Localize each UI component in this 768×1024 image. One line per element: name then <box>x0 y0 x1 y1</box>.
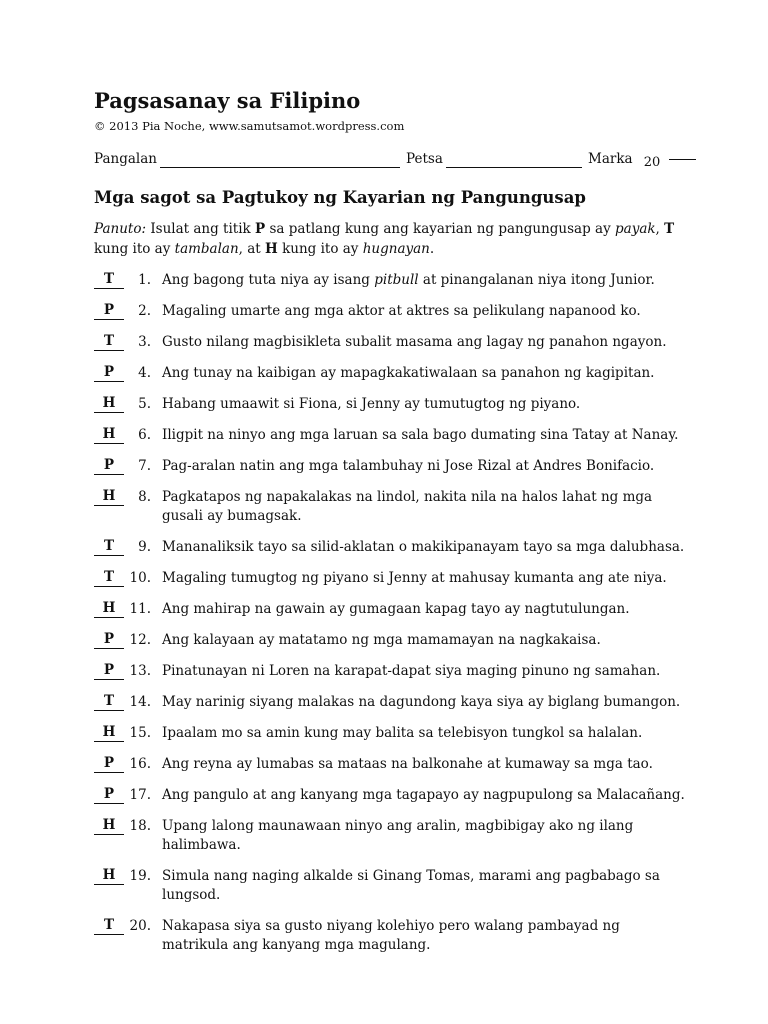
instruction-text: sa patlang kung ang kayarian ng pangungusap ay <box>269 221 611 237</box>
item-number: 4. <box>138 365 151 381</box>
list-item <box>94 600 694 619</box>
answer-blank: P <box>94 662 124 680</box>
instruction-label: Panuto: <box>94 221 147 237</box>
word-payak: payak <box>615 221 656 237</box>
answer-blank: P <box>94 755 124 773</box>
item-sentence: Mananaliksik tayo sa silid-aklatan o makikipanayam tayo sa mga dalubhasa. <box>162 539 685 555</box>
item-sentence: Ang reyna ay lumabas sa mataas na balkonahe at kumaway sa mga tao. <box>162 756 653 772</box>
word-tambalan: tambalan <box>174 241 239 257</box>
list-item <box>94 569 694 588</box>
item-sentence: Habang umaawit si Fiona, si Jenny ay tumutugtog ng piyano. <box>162 396 581 412</box>
answer-blank: T <box>94 538 124 556</box>
item-sentence: Iligpit na ninyo ang mga laruan sa sala bago dumating sina Tatay at Nanay. <box>162 427 679 443</box>
answer-blank: P <box>94 457 124 475</box>
list-item <box>94 631 694 650</box>
answer-blank: T <box>94 569 124 587</box>
word-hugnayan: hugnayan <box>362 241 430 257</box>
item-number: 1. <box>138 272 151 288</box>
list-item <box>94 817 694 855</box>
letter-h: H <box>265 241 278 257</box>
item-sentence: Pag-aralan natin ang mga talambuhay ni Jose Rizal at Andres Bonifacio. <box>162 458 655 474</box>
item-number: 5. <box>138 396 151 412</box>
list-item <box>94 457 694 476</box>
answer-blank: T <box>94 693 124 711</box>
answer-blank: H <box>94 395 124 413</box>
date-label: Petsa <box>406 151 443 167</box>
name-label: Pangalan <box>94 151 157 167</box>
item-number: 12. <box>129 632 151 648</box>
item-number: 19. <box>129 868 151 884</box>
name-blank <box>160 167 400 168</box>
answer-blank: T <box>94 917 124 935</box>
instruction-text: kung ito ay <box>94 241 171 257</box>
item-sentence: Ang kalayaan ay matatamo ng mga mamamayan na nagkakaisa. <box>162 632 601 648</box>
score-total: 20 <box>643 155 661 170</box>
item-number: 13. <box>129 663 151 679</box>
item-sentence: Pinatunayan ni Loren na karapat-dapat siya maging pinuno ng samahan. <box>162 663 661 679</box>
sentence-italic: pitbull <box>374 272 419 288</box>
letter-t: T <box>664 221 675 237</box>
list-item <box>94 538 694 557</box>
item-sentence: Ang mahirap na gawain ay gumagaan kapag tayo ay nagtutulungan. <box>162 601 630 617</box>
item-number: 20. <box>129 918 151 934</box>
list-item <box>94 395 694 414</box>
item-sentence: Upang lalong maunawaan ninyo ang aralin, magbibigay ako ng ilang halimbawa. <box>162 818 634 853</box>
instruction-text: . <box>429 241 435 257</box>
answer-blank: T <box>94 333 124 351</box>
worksheet <box>94 88 694 967</box>
list-item <box>94 786 694 805</box>
page-title: Pagsasanay sa Filipino <box>94 88 361 113</box>
instruction-text: kung ito ay <box>282 241 359 257</box>
item-sentence: Pagkatapos ng napakalakas na lindol, nakita nila na halos lahat ng mga gusali ay bumagsak. <box>162 489 653 524</box>
list-item <box>94 364 694 383</box>
answer-blank: H <box>94 488 124 506</box>
item-sentence: Simula nang naging alkalde si Ginang Tomas, marami ang pagbabago sa lungsod. <box>162 868 660 903</box>
item-sentence <box>162 271 687 290</box>
item-sentence: Ang pangulo at ang kanyang mga tagapayo ay nagpupulong sa Malacañang. <box>162 787 685 803</box>
list-item <box>94 755 694 774</box>
date-blank <box>446 167 582 168</box>
item-number: 6. <box>138 427 151 443</box>
item-number: 17. <box>129 787 151 803</box>
item-number: 14. <box>129 694 151 710</box>
item-number: 16. <box>129 756 151 772</box>
student-info-line <box>94 151 694 187</box>
list-item <box>94 867 694 905</box>
item-sentence: Gusto nilang magbisikleta subalit masama ang lagay ng panahon ngayon. <box>162 334 667 350</box>
list-item <box>94 917 694 955</box>
answer-blank: H <box>94 817 124 835</box>
list-item <box>94 488 694 526</box>
instructions: Panuto: Isulat ang titik P sa patlang kung ang kayarian ng pangungusap ay payak, T kung ito ay tambalan, at H kung ito ay hugnayan. <box>94 221 675 257</box>
list-item <box>94 662 694 681</box>
item-sentence: Nakapasa siya sa gusto niyang kolehiyo pero walang pambayad ng matrikula ang kanyang mga magulang. <box>162 918 620 953</box>
instruction-text: , at <box>238 241 261 257</box>
sentence-part: at pinangalanan niya itong Junior. <box>422 272 655 288</box>
answer-blank: H <box>94 600 124 618</box>
sentence-part: Ang bagong tuta niya ay isang <box>162 272 370 288</box>
score-label: Marka <box>588 151 633 167</box>
score-blank <box>669 153 696 160</box>
answer-blank: H <box>94 867 124 885</box>
item-number: 7. <box>138 458 151 474</box>
item-number: 10. <box>129 570 151 586</box>
answer-blank: P <box>94 631 124 649</box>
item-number: 11. <box>129 601 151 617</box>
answer-blank: H <box>94 426 124 444</box>
instruction-text: Isulat ang titik <box>150 221 251 237</box>
list-item <box>94 271 694 290</box>
answer-list <box>94 271 694 955</box>
letter-p: P <box>255 221 266 237</box>
list-item <box>94 426 694 445</box>
item-number: 8. <box>138 489 151 505</box>
list-item <box>94 693 694 712</box>
item-sentence: Magaling umarte ang mga aktor at aktres sa pelikulang napanood ko. <box>162 303 641 319</box>
item-number: 18. <box>129 818 151 834</box>
item-number: 15. <box>129 725 151 741</box>
list-item <box>94 302 694 321</box>
answer-blank: P <box>94 302 124 320</box>
item-number: 9. <box>138 539 151 555</box>
item-sentence: Ipaalam mo sa amin kung may balita sa telebisyon tungkol sa halalan. <box>162 725 643 741</box>
list-item <box>94 333 694 352</box>
list-item <box>94 724 694 743</box>
answer-blank: T <box>94 271 124 289</box>
item-sentence: Ang tunay na kaibigan ay mapagkakatiwalaan sa panahon ng kagipitan. <box>162 365 655 381</box>
copyright-line: © 2013 Pia Noche, www.samutsamot.wordpress.com <box>94 119 405 133</box>
answer-blank: P <box>94 364 124 382</box>
item-sentence: May narinig siyang malakas na dagundong kaya siya ay biglang bumangon. <box>162 694 681 710</box>
item-sentence: Magaling tumugtog ng piyano si Jenny at mahusay kumanta ang ate niya. <box>162 570 667 586</box>
answer-blank: P <box>94 786 124 804</box>
item-number: 2. <box>138 303 151 319</box>
item-number: 3. <box>138 334 151 350</box>
answer-blank: H <box>94 724 124 742</box>
score-fraction <box>639 153 665 170</box>
section-title: Mga sagot sa Pagtukoy ng Kayarian ng Pangungusap <box>94 188 586 207</box>
